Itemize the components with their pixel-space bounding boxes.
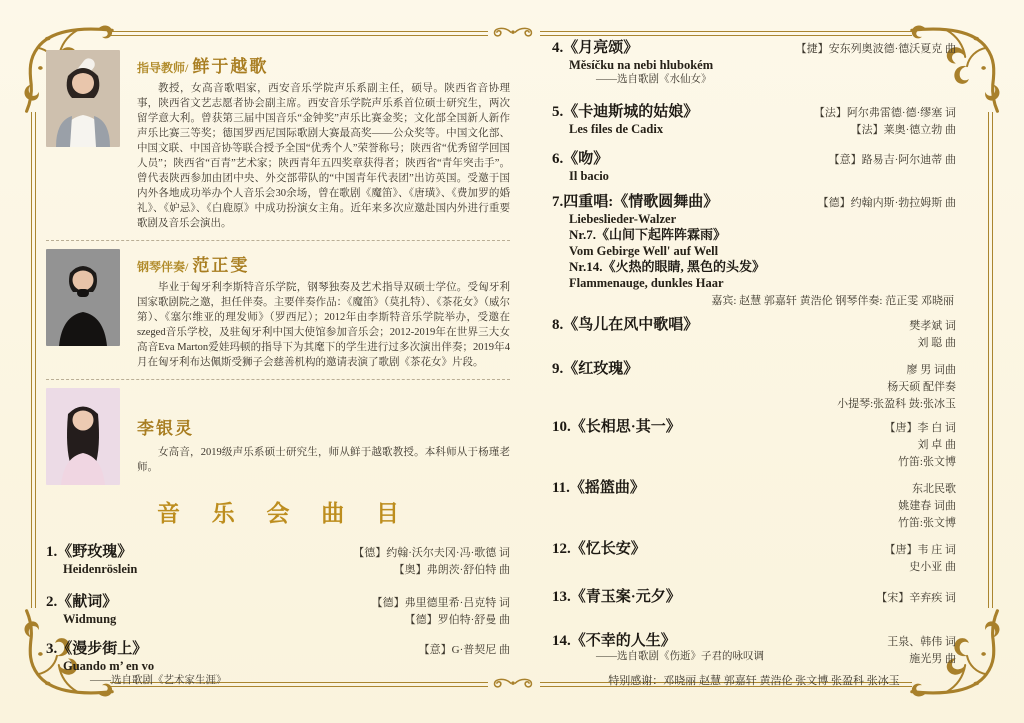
credit-line: 樊孝斌 词 [909, 320, 956, 332]
program-item-title: 11.《摇篮曲》 [552, 480, 645, 496]
program-item-title: 9.《红玫瑰》 [552, 361, 639, 377]
portrait-photo-fan-zhengwen [46, 249, 120, 346]
program-item-title: 1.《野玫瑰》 [46, 544, 133, 560]
program-item-credits [829, 151, 956, 169]
program-item-line: Nr.7.《山间下起阵阵霖雨》 [569, 227, 726, 242]
program-item-main [552, 541, 646, 558]
program-item [46, 641, 510, 688]
program-item-line: ——选自歌剧《水仙女》 [596, 74, 712, 85]
bio-fan-zhengwen [46, 249, 510, 370]
program-item [552, 541, 956, 576]
program-item-title: 5.《卡迪斯城的姑娘》 [552, 104, 699, 120]
program-item-main [552, 194, 765, 291]
bio-name: 李银灵 [137, 419, 194, 438]
guests-line: 嘉宾: 赵慧 郭嘉轩 黄浩伦 钢琴伴奏: 范正雯 邓晓丽 [711, 295, 954, 307]
program-item-line: Widmung [63, 612, 117, 626]
credit-line: 【唐】韦 庄 词 [884, 544, 956, 556]
program-item-main [552, 40, 713, 87]
bio-xianyu-yuege [46, 50, 510, 231]
program-item-credits [814, 104, 956, 139]
program-item-credits [876, 589, 956, 607]
program-item-main [552, 151, 609, 184]
program-item [46, 594, 510, 629]
program-item-main [552, 419, 681, 436]
credit-line: 东北民歌 [912, 483, 956, 495]
program-item-credits [898, 480, 956, 532]
program-item-line: ——选自歌剧《伤逝》子君的咏叹调 [596, 651, 764, 662]
credit-line: 史小亚 曲 [909, 561, 956, 573]
credit-line: 王泉、韩伟 词 [887, 636, 956, 648]
program-item-title: 13.《青玉案·元夕》 [552, 589, 681, 605]
portrait-photo-li-yinling [46, 388, 120, 485]
program-item-credits [353, 544, 510, 579]
credit-line: 【法】阿尔弗雷德·德·缪塞 词 [813, 107, 956, 119]
program-item [552, 589, 956, 607]
credit-line: 姚建春 词曲 [898, 500, 956, 512]
program-list-left [46, 544, 510, 688]
credit-line: 【奥】弗朗茨·舒伯特 曲 [393, 564, 510, 576]
bio-role-label: 指导教师/ [137, 61, 189, 75]
program-item-main [46, 641, 227, 688]
program-item-credits [837, 361, 956, 413]
program-item-line: Heidenröslein [63, 562, 138, 576]
program-item [552, 40, 956, 87]
section-divider [46, 379, 510, 380]
bio-li-yinling [46, 388, 510, 485]
program-item-row [552, 194, 956, 291]
program-item-title: 7.四重唱:《情歌圆舞曲》 [552, 194, 719, 210]
bio-name: 鲜于越歌 [192, 57, 269, 76]
program-item-title: 6.《吻》 [552, 151, 609, 167]
program-item-title: 8.《鸟儿在风中歌唱》 [552, 317, 699, 333]
program-item-line: Liebeslieder-Walzer [569, 212, 677, 226]
program-item-main [552, 589, 681, 606]
program-item-title: 4.《月亮颂》 [552, 40, 639, 56]
credit-line: 【德】约翰·沃尔夫冈·冯·歌德 词 [353, 547, 510, 559]
program-item-line: Guando m’ en vo [63, 659, 155, 673]
credit-line: 刘 卓 曲 [917, 439, 956, 451]
credit-line: 廖 男 词曲 [906, 364, 956, 376]
program-item-row [552, 480, 956, 532]
program-item-credits [909, 317, 956, 352]
program-item [552, 317, 956, 352]
program-item-row [46, 641, 510, 688]
program-item-row [552, 151, 956, 184]
program-item-line: Měsíčku na nebi hlubokém [569, 58, 714, 72]
program-item-main [46, 544, 137, 577]
section-divider [46, 240, 510, 241]
program-item-row [552, 104, 956, 139]
program-list-right [552, 40, 956, 668]
portrait-photo-xianyu-yuege [46, 50, 120, 147]
program-title: 音 乐 会 曲 目 [157, 501, 412, 526]
credit-line: 【意】G·普契尼 曲 [418, 644, 510, 656]
program-item-row [46, 544, 510, 579]
credit-line: 【唐】李 白 词 [884, 422, 956, 434]
program-item-line: Flammenauge, dunkles Haar [569, 276, 724, 290]
program-item-row [552, 317, 956, 352]
bio-text: 教授，女高音歌唱家，西安音乐学院声乐系副主任，硕导。陕西省音协理事，陕西省文艺志愿者协会副主席。西安音乐学院声乐系首位硕士研究生，两次留学意大利。曾获第三届中国音乐“金钟奖”声乐比赛金奖；文化部全国新人新作声乐比赛三等奖；德国罗西尼国际歌剧大赛最高奖——公众奖等。中国文化部、中国文联、中国音协等联合授予全国“优秀个人”荣誉称号；陕西省“优秀留学回国人员”；陕西省“百青”艺术家；陕西青年五四奖章获得者；陕西省“青年突击手”。曾代表陕西参加由团中央、外交部带队的“中国青年代表团”出访英国。受邀于国内外各地成功举办个人音乐会30余场，曾在歌剧《魔笛》、《唐璜》、《费加罗的婚礼》、《妒忌》、《白鹿原》中成功扮演女主角。近年来多次应邀赴国内外进行重要歌剧及音乐会演出。 [137, 83, 510, 229]
credit-line: 【宋】辛弃疾 词 [876, 592, 956, 604]
bio-name: 范正雯 [192, 256, 250, 275]
program-item-title: 2.《献词》 [46, 594, 118, 610]
scroll-divider-icon [490, 25, 536, 41]
bio-role-label: 钢琴伴奏/ [137, 260, 189, 274]
frame-line-right [988, 112, 993, 608]
credit-line: 【意】路易吉·阿尔迪蒂 曲 [828, 154, 956, 166]
program-item-main [552, 104, 698, 137]
credit-line: 【德】罗伯特·舒曼 曲 [404, 614, 510, 626]
frame-line-top-left [110, 31, 488, 36]
program-item-line: Vom Gebirge Well' auf Well [569, 244, 719, 258]
program-item-main [552, 361, 638, 378]
program-item-main [552, 480, 645, 497]
program-item [552, 633, 956, 668]
program-item [552, 480, 956, 532]
credit-line: 杨天硕 配伴奏 [887, 381, 956, 393]
credit-line: 【法】莱奥·德立勃 曲 [850, 124, 956, 136]
credit-line: 【捷】安东列奥波德·德沃夏克 曲 [795, 43, 956, 55]
program-item-title: 3.《漫步街上》 [46, 641, 148, 657]
program-item-row [46, 594, 510, 629]
program-item-main [552, 317, 698, 334]
program-item-credits [885, 541, 957, 576]
program-item-line: Nr.14.《火热的眼睛, 黑色的头发》 [569, 259, 765, 274]
program-item-title: 14.《不幸的人生》 [552, 633, 676, 649]
bio-text: 毕业于匈牙利李斯特音乐学院，钢琴独奏及艺术指导双硕士学位。受匈牙利国家歌剧院之邀，担任伴奏。主要伴奏作品：《魔笛》（莫扎特）、《茶花女》（威尔第）、《塞尔维亚的理发师》（罗西尼）；2012年由李斯特音乐学院举办，受邀在szeged音乐学校，及驻匈牙利中国大使馆参加音乐会；2012-2019年在世界三大女高音Eva Marton爱娃玛顿的指导下为其麾下的学生进行过多次演出伴奏；2019年4月在匈牙利布达佩斯受狮子会慈善机构的邀请表演了歌剧《茶花女》片段。 [137, 282, 510, 368]
credit-line: 【德】弗里德里希·吕克特 词 [371, 597, 510, 609]
program-item-credits [818, 194, 956, 212]
program-item-title: 12.《忆长安》 [552, 541, 646, 557]
program-item-row [552, 633, 956, 668]
program-item-line: Les files de Cadix [569, 122, 664, 136]
frame-line-left [31, 112, 36, 608]
program-item [552, 104, 956, 139]
program-item-line: Il bacio [569, 169, 609, 183]
program-item-row [552, 40, 956, 87]
program-item [552, 361, 956, 413]
page-right [552, 40, 956, 688]
program-item [552, 194, 956, 309]
page-left [46, 50, 510, 688]
program-item [552, 419, 956, 471]
program-item-row [552, 361, 956, 413]
program-item [552, 151, 956, 184]
program-item-main [552, 633, 764, 664]
bio-header [137, 52, 510, 77]
credit-line: 竹笛:张文博 [897, 456, 956, 468]
program-item-credits [372, 594, 510, 629]
bio-text: 女高音，2019级声乐系硕士研究生，师从鲜于越歌教授。本科师从于杨瑾老师。 [137, 447, 510, 473]
program-item-row [552, 589, 956, 607]
credit-line: 竹笛:张文博 [897, 517, 956, 529]
program-item-row [552, 419, 956, 471]
program-item-credits [887, 633, 956, 668]
program-item-main [46, 594, 117, 627]
credit-line: 小提琴:张盈科 鼓:张冰玉 [837, 398, 956, 410]
program-item-row [552, 541, 956, 576]
frame-line-top-right [540, 31, 912, 36]
credit-line: 刘 聪 曲 [917, 337, 956, 349]
program-item [46, 544, 510, 579]
program-item-title: 10.《长相思·其一》 [552, 419, 681, 435]
credit-line: 施光男 曲 [909, 653, 956, 665]
bio-header [137, 251, 510, 276]
program-item-credits [885, 419, 957, 471]
credit-line: 【德】约翰内斯·勃拉姆斯 曲 [817, 197, 956, 209]
program-item-credits [796, 40, 956, 58]
program-item-line: ——选自歌剧《艺术家生涯》 [90, 675, 227, 686]
special-thanks-line: 特别感谢：邓晓丽 赵慧 郭嘉轩 黄浩伦 张文博 张盈科 张冰玉 [608, 675, 900, 687]
program-item-credits [419, 641, 510, 659]
